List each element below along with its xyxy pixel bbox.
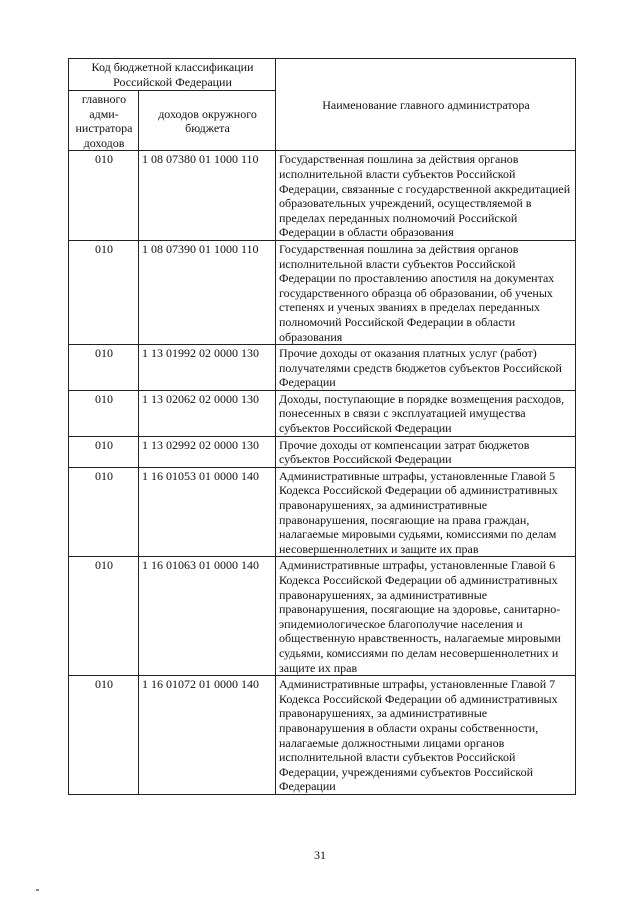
- admin-code-cell: 010: [69, 151, 139, 241]
- table-row: [69, 151, 576, 241]
- admin-code-header: [69, 91, 139, 151]
- scan-speck: [36, 889, 39, 891]
- admin-code-header-line: адми-: [89, 106, 119, 121]
- table-header-row: [69, 59, 576, 91]
- income-code-cell: 1 16 01053 01 0000 140: [139, 467, 276, 557]
- administrator-name-header: Наименование главного администратора: [276, 59, 576, 151]
- income-code-cell: 1 13 02992 02 0000 130: [139, 436, 276, 467]
- income-code-cell: 1 13 02062 02 0000 130: [139, 390, 276, 436]
- income-code-cell: 1 13 01992 02 0000 130: [139, 345, 276, 391]
- table-row: [69, 467, 576, 557]
- budget-classification-table: [68, 58, 576, 795]
- page-number: 31: [314, 848, 326, 862]
- income-code-cell: 1 08 07380 01 1000 110: [139, 151, 276, 241]
- admin-code-cell: 010: [69, 436, 139, 467]
- admin-code-cell: 010: [69, 676, 139, 795]
- table-row: [69, 676, 576, 795]
- table-row: [69, 390, 576, 436]
- code-group-header: Код бюджетной классификации Российской Федерации: [69, 59, 276, 91]
- administrator-name-cell: Прочие доходы от компенсации затрат бюджетов субъектов Российской Федерации: [276, 436, 576, 467]
- admin-code-cell: 010: [69, 345, 139, 391]
- administrator-name-cell: Прочие доходы от оказания платных услуг (работ) получателями средств бюджетов субъектов Российской Федерации: [276, 345, 576, 391]
- admin-code-cell: 010: [69, 557, 139, 676]
- admin-code-header-line: главного: [81, 92, 127, 106]
- administrator-name-cell: Государственная пошлина за действия органов исполнительной власти субъектов Российской Федерации, связанные с государственной аккредитацией образовательных учреждений, осуществляемой в пределах переданных полномочий Российской Федерации в области образования: [276, 151, 576, 241]
- income-code-cell: 1 16 01072 01 0000 140: [139, 676, 276, 795]
- admin-code-header-line: доходов: [83, 135, 125, 150]
- administrator-name-cell: Доходы, поступающие в порядке возмещения расходов, понесенных в связи с эксплуатацией имущества субъектов Российской Федерации: [276, 390, 576, 436]
- table-row: [69, 557, 576, 676]
- table-row: [69, 240, 576, 344]
- admin-code-cell: 010: [69, 390, 139, 436]
- table-row: [69, 345, 576, 391]
- admin-code-header-line: нистратора: [75, 121, 133, 136]
- income-code-cell: 1 08 07390 01 1000 110: [139, 240, 276, 344]
- income-code-cell: 1 16 01063 01 0000 140: [139, 557, 276, 676]
- administrator-name-cell: Административные штрафы, установленные Главой 6 Кодекса Российской Федерации об административных правонарушениях, за административные правонарушения, посягающие на здоровье, санитарно-эпидемиологическое благополучие населения и общественную нравственность, налагаемые мировыми судьями, комиссиями по делам несовершеннолетних и защите их прав: [276, 557, 576, 676]
- administrator-name-cell: Административные штрафы, установленные Главой 7 Кодекса Российской Федерации об административных правонарушениях, за административные правонарушения в области охраны собственности, налагаемые должностными лицами органов исполнительной власти субъектов Российской Федерации, учреждениями субъектов Российской Федерации: [276, 676, 576, 795]
- admin-code-cell: 010: [69, 240, 139, 344]
- admin-code-cell: 010: [69, 467, 139, 557]
- administrator-name-cell: Административные штрафы, установленные Главой 5 Кодекса Российской Федерации об административных правонарушениях, за административные правонарушения, посягающие на права граждан, налагаемые мировыми судьями, комиссиями по делам несовершеннолетних и защите их прав: [276, 467, 576, 557]
- table-row: [69, 436, 576, 467]
- administrator-name-cell: Государственная пошлина за действия органов исполнительной власти субъектов Российской Федерации по проставлению апостиля на документах государственного образца об образовании, об ученых степенях и ученых званиях в пределах переданных полномочий Российской Федерации в области образования: [276, 240, 576, 344]
- income-code-header: доходов окружного бюджета: [139, 91, 276, 151]
